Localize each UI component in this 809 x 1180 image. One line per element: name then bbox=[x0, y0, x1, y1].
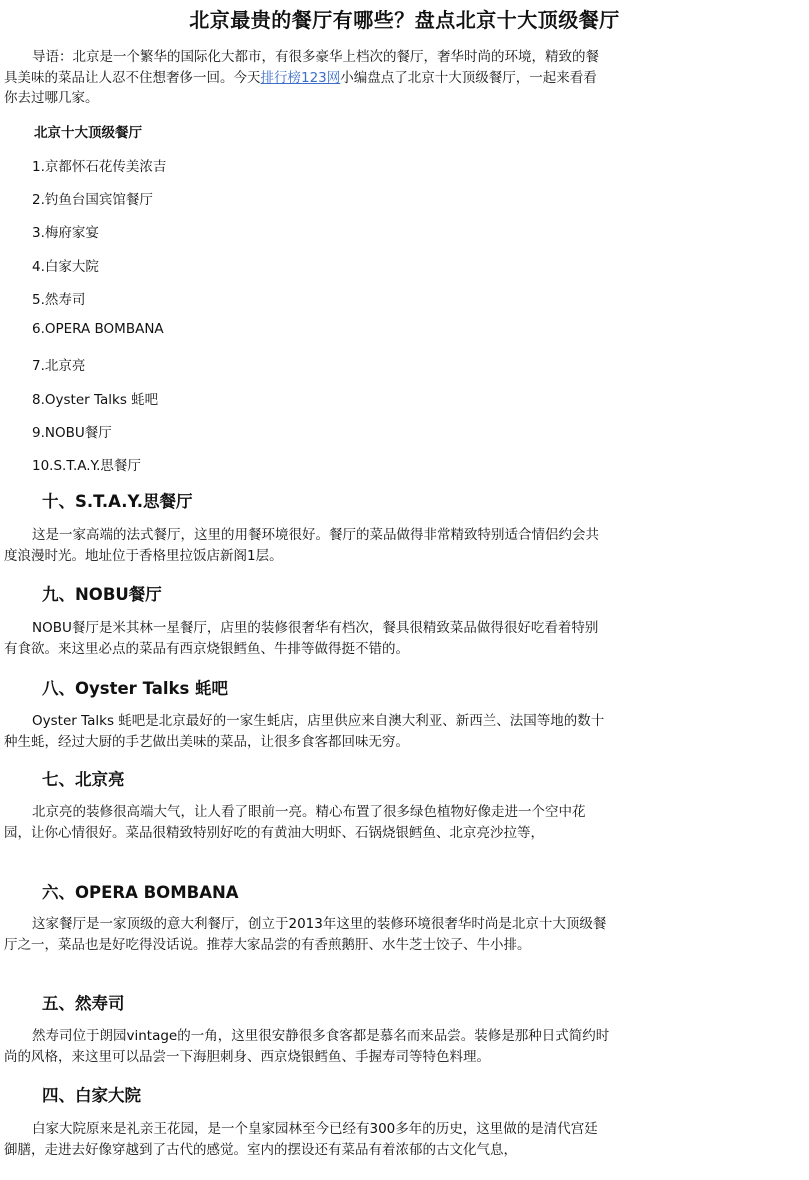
section-paragraph: 然寿司位于朗园vintage的一角，这里很安静很多食客都是慕名而来品尝。装修是那种日式简约时尚的风格，来这里可以品尝一下海胆刺身、西京烧银鳕鱼、手握寿司等特色料理。 bbox=[4, 1028, 610, 1065]
intro-text-end: 小编盘点了北京十大顶级餐厅，一起来看看你去过哪几家。 bbox=[4, 69, 597, 106]
list-item: 7.北京亮 bbox=[32, 358, 86, 374]
list-item: 2.钓鱼台国宾馆餐厅 bbox=[32, 192, 153, 208]
section-paragraph: 白家大院原来是礼亲王花园，是一个皇家园林至今已经有300多年的历史，这里做的是清代宫廷御膳，走进去好像穿越到了古代的感觉。室内的摆设还有菜品有着浓郁的古文化气息， bbox=[4, 1121, 598, 1158]
list-item: 5.然寿司 bbox=[32, 292, 86, 308]
list-item: 9.NOBU餐厅 bbox=[32, 425, 112, 441]
section-heading: 五、然寿司 bbox=[42, 994, 125, 1013]
intro-paragraph bbox=[4, 47, 610, 109]
list-item: 4.白家大院 bbox=[32, 259, 99, 275]
section-paragraph: 这是一家高端的法式餐厅，这里的用餐环境很好。餐厅的菜品做得非常精致特别适合情侣约会共度浪漫时光。地址位于香格里拉饭店新阁1层。 bbox=[4, 527, 599, 564]
section-heading: 八、Oyster Talks 蚝吧 bbox=[42, 679, 229, 698]
section-paragraph: 北京亮的装修很高端大气，让人看了眼前一亮。精心布置了很多绿色植物好像走进一个空中花园，让你心情很好。菜品很精致特别好吃的有黄油大明虾、石锅烧银鳕鱼、北京亮沙拉等， bbox=[4, 804, 586, 841]
page-title: 北京最贵的餐厅有哪些？盘点北京十大顶级餐厅 bbox=[189, 8, 620, 32]
section-heading: 四、白家大院 bbox=[42, 1086, 141, 1105]
section-heading: 九、NOBU餐厅 bbox=[42, 585, 162, 604]
list-heading: 北京十大顶级餐厅 bbox=[34, 125, 142, 141]
section-paragraph: NOBU餐厅是米其林一星餐厅，店里的装修很奢华有档次，餐具很精致菜品做得很好吃看着特别有食欲。来这里必点的菜品有西京烧银鳕鱼、牛排等做得挺不错的。 bbox=[4, 620, 599, 657]
section-paragraph: 这家餐厅是一家顶级的意大利餐厅，创立于2013年这里的装修环境很奢华时尚是北京十大顶级餐厅之一，菜品也是好吃得没话说。推荐大家品尝的有香煎鹅肝、水牛芝士饺子、牛小排。 bbox=[4, 916, 607, 953]
section-heading: 六、OPERA BOMBANA bbox=[42, 883, 239, 902]
intro-text-start: 导语：北京是一个繁华的国际化大都市，有很多豪华上档次的餐厅，奢华时尚的环境，精致的餐具美味的菜品让人忍不住想奢侈一回。今天 bbox=[4, 49, 599, 86]
ranking-site-link[interactable]: 排行榜123网 bbox=[260, 69, 341, 86]
list-item: 8.Oyster Talks 蚝吧 bbox=[32, 392, 159, 408]
list-item: 3.梅府家宴 bbox=[32, 225, 99, 241]
list-item: 10.S.T.A.Y.思餐厅 bbox=[32, 458, 141, 474]
section-paragraph: Oyster Talks 蚝吧是北京最好的一家生蚝店，店里供应来自澳大利亚、新西兰、法国等地的数十种生蚝，经过大厨的手艺做出美味的菜品，让很多食客都回味无穷。 bbox=[4, 713, 605, 750]
section-heading: 十、S.T.A.Y.思餐厅 bbox=[42, 492, 193, 511]
list-item: 1.京都怀石花传美浓吉 bbox=[32, 159, 167, 175]
list-item: 6.OPERA BOMBANA bbox=[32, 321, 164, 337]
section-heading: 七、北京亮 bbox=[42, 770, 125, 789]
